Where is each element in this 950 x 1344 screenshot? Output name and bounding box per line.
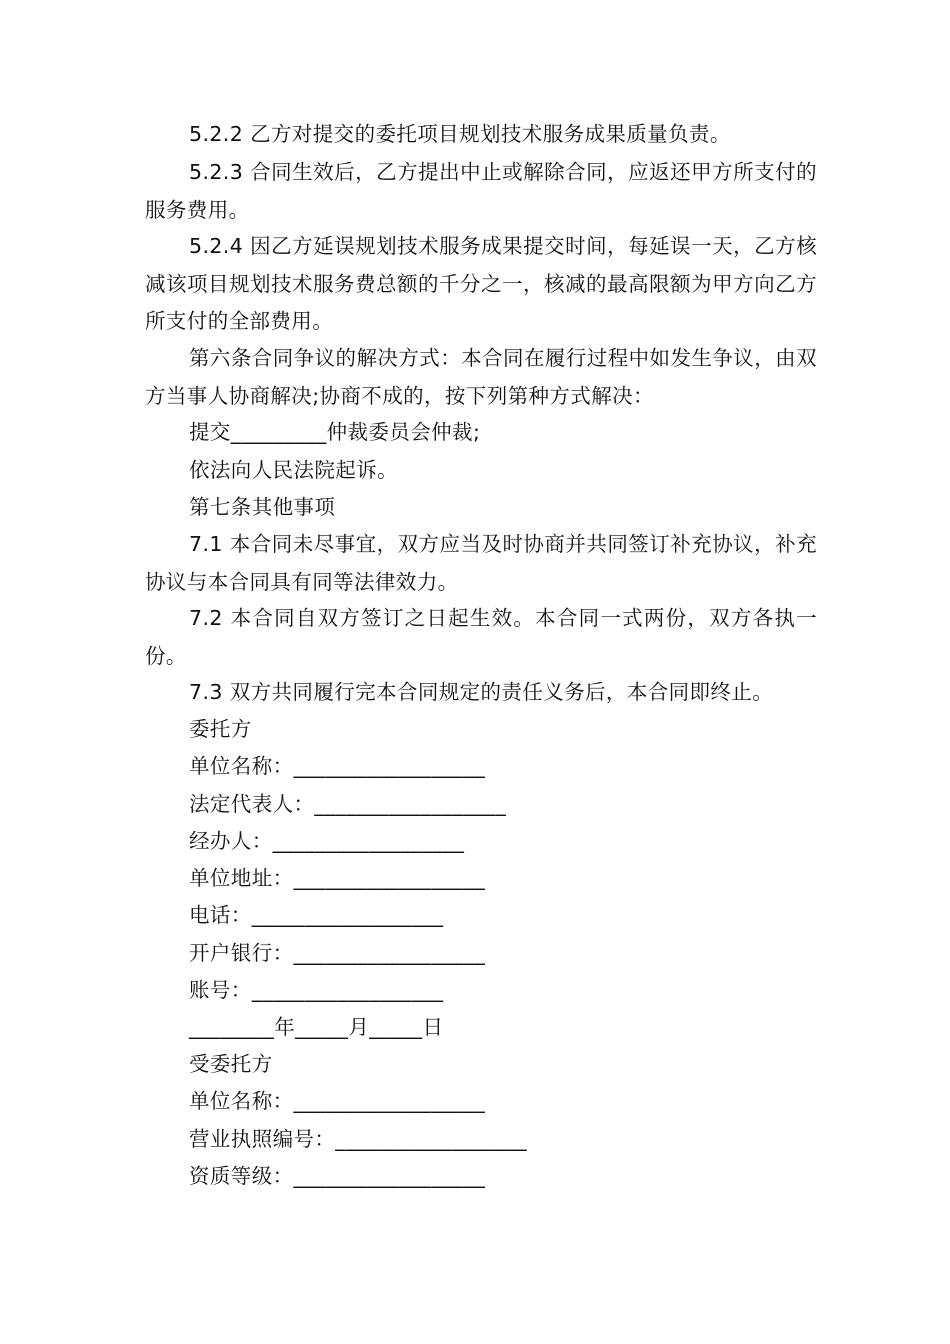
client-handler: 经办人：__________________	[189, 829, 465, 853]
clause-5-2-4: 5.2.4 因乙方延误规划技术服务成果提交时间，每延误一天，乙方核减该项目规划技术服务费总额的千分之一，核减的最高限额为甲方向乙方所支付的全部费用。	[145, 234, 817, 333]
clause-5-2-2: 5.2.2 乙方对提交的委托项目规划技术服务成果质量负责。	[189, 122, 731, 146]
contractor-unit-name: 单位名称：__________________	[189, 1089, 486, 1113]
client-account: 账号：__________________	[189, 978, 444, 1002]
client-phone: 电话：__________________	[189, 903, 444, 927]
clause-7-1: 7.1 本合同未尽事宜，双方应当及时协商并共同签订补充协议，补充协议与本合同具有同等法律效力。	[145, 532, 817, 594]
clause-7-2: 7.2 本合同自双方签订之日起生效。本合同一式两份，双方各执一份。	[145, 606, 817, 668]
client-legal-representative: 法定代表人：__________________	[189, 792, 507, 816]
article-6-option-arbitration: 提交_________仲裁委员会仲裁;	[189, 420, 481, 444]
client-date: ________年_____月_____日	[189, 1015, 444, 1039]
contractor-license-number: 营业执照编号：__________________	[189, 1127, 527, 1151]
clause-5-2-3: 5.2.3 合同生效后，乙方提出中止或解除合同，应返还甲方所支付的服务费用。	[145, 160, 817, 222]
article-7-heading: 第七条其他事项	[189, 495, 336, 519]
article-6-option-court: 依法向人民法院起诉。	[189, 458, 398, 482]
client-unit-name: 单位名称：__________________	[189, 754, 486, 778]
clause-7-3: 7.3 双方共同履行完本合同规定的责任义务后，本合同即终止。	[189, 680, 774, 704]
contractor-qualification: 资质等级：__________________	[189, 1164, 486, 1188]
client-address: 单位地址：__________________	[189, 866, 486, 890]
contractor-heading: 受委托方	[189, 1052, 273, 1076]
client-heading: 委托方	[189, 717, 252, 741]
article-6: 第六条合同争议的解决方式：本合同在履行过程中如发生争议，由双方当事人协商解决;协商不成的，按下列第种方式解决：	[145, 346, 817, 408]
client-bank: 开户银行：__________________	[189, 941, 486, 965]
